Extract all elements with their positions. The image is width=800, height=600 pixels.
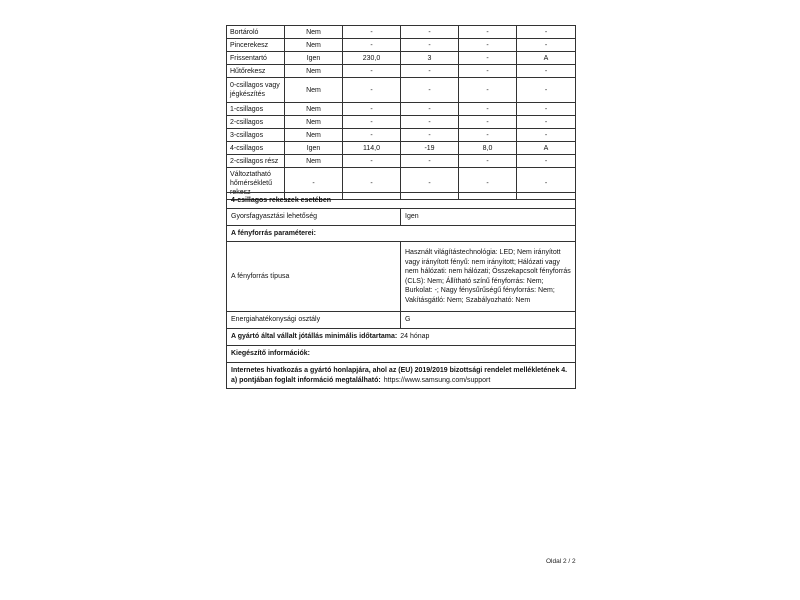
table-row	[227, 65, 576, 78]
compartment-present: Nem	[285, 39, 343, 52]
compartment-present: -	[285, 168, 343, 200]
table-row	[227, 363, 576, 389]
compartment-value: -19	[401, 142, 459, 155]
compartment-value: A	[517, 52, 576, 65]
compartment-value: 114,0	[343, 142, 401, 155]
compartment-name: 2-csillagos	[227, 116, 285, 129]
web-link-label: Internetes hivatkozás a gyártó honlapjára, ahol az (EU) 2019/2019 bizottsági rendelet mellékletének 4. a) pontjában foglalt információ megtalálható:	[231, 367, 568, 384]
compartment-value: -	[401, 26, 459, 39]
warranty-row	[227, 329, 576, 346]
energy-class-value: G	[401, 312, 576, 329]
table-row	[227, 142, 576, 155]
compartment-name: Pincerekesz	[227, 39, 285, 52]
compartment-value: -	[343, 26, 401, 39]
table-row	[227, 129, 576, 142]
compartment-value: -	[517, 116, 576, 129]
compartment-value: -	[459, 26, 517, 39]
compartment-value: -	[401, 39, 459, 52]
compartment-value: -	[401, 168, 459, 200]
compartment-name: Változtatható hőmérsékletű rekesz	[227, 168, 285, 200]
info-table	[226, 192, 576, 389]
table-row	[227, 116, 576, 129]
table-row	[227, 193, 576, 209]
compartment-present: Nem	[285, 129, 343, 142]
compartment-present: Nem	[285, 78, 343, 103]
light-type-label: A fényforrás típusa	[227, 242, 401, 312]
compartment-value: -	[343, 65, 401, 78]
compartment-value: -	[343, 103, 401, 116]
compartment-present: Nem	[285, 116, 343, 129]
page-number: Oldal 2 / 2	[546, 558, 576, 565]
four-star-heading: 4-csillagos rekeszek esetében	[227, 193, 576, 209]
light-type-value: Használt világítástechnológia: LED; Nem irányított vagy irányított fényű: nem irányított; Hálózati vagy nem hálózati: nem hálózati; Összekapcsolt fényforrás (CLS): Nem; Állítható színű fényforrás: Nem; Burkolat: -; Nagy fénysűrűségű fényforrás: Nem; Vakításgátló: Nem; Szabályozható: Nem	[401, 242, 576, 312]
table-row	[227, 329, 576, 346]
extra-info-heading: Kiegészítő információk:	[227, 346, 576, 363]
compartment-name: Frissentartó	[227, 52, 285, 65]
compartment-name: 4-csillagos	[227, 142, 285, 155]
warranty-label: A gyártó által vállalt jótállás minimális időtartama:	[231, 333, 398, 341]
table-row	[227, 242, 576, 312]
compartment-value: -	[343, 78, 401, 103]
table-row	[227, 103, 576, 116]
compartment-value: -	[401, 65, 459, 78]
compartment-value: -	[517, 39, 576, 52]
compartment-value: -	[343, 155, 401, 168]
compartment-value: -	[401, 78, 459, 103]
web-link-url[interactable]: https://www.samsung.com/support	[383, 376, 491, 384]
compartment-value: -	[343, 129, 401, 142]
compartment-table	[226, 25, 576, 200]
compartment-value: -	[401, 103, 459, 116]
compartment-name: Bortároló	[227, 26, 285, 39]
compartment-value: -	[343, 168, 401, 200]
compartment-value: -	[517, 65, 576, 78]
compartment-name: 0-csillagos vagy jégkészítés	[227, 78, 285, 103]
compartment-value: -	[517, 129, 576, 142]
compartment-present: Nem	[285, 155, 343, 168]
table-row	[227, 52, 576, 65]
table-row	[227, 39, 576, 52]
web-link-row	[227, 363, 576, 389]
compartment-present: Nem	[285, 26, 343, 39]
compartment-value: -	[401, 116, 459, 129]
warranty-value: 24 hónap	[400, 333, 430, 341]
table-row	[227, 346, 576, 363]
compartment-value: -	[459, 39, 517, 52]
compartment-value: -	[401, 129, 459, 142]
compartment-name: 3-csillagos	[227, 129, 285, 142]
table-row	[227, 209, 576, 226]
compartment-present: Igen	[285, 52, 343, 65]
compartment-value: A	[517, 142, 576, 155]
table-row	[227, 78, 576, 103]
compartment-value: -	[459, 103, 517, 116]
compartment-value: -	[459, 155, 517, 168]
compartment-value: 230,0	[343, 52, 401, 65]
table-row	[227, 312, 576, 329]
compartment-present: Igen	[285, 142, 343, 155]
fast-freeze-label: Gyorsfagyasztási lehetőség	[227, 209, 401, 226]
table-row	[227, 226, 576, 242]
compartment-value: -	[517, 26, 576, 39]
table-row	[227, 155, 576, 168]
compartment-value: -	[343, 39, 401, 52]
compartment-value: 8,0	[459, 142, 517, 155]
energy-class-label: Energiahatékonysági osztály	[227, 312, 401, 329]
compartment-value: -	[517, 155, 576, 168]
fast-freeze-value: Igen	[401, 209, 576, 226]
table-row	[227, 26, 576, 39]
compartment-value: -	[459, 52, 517, 65]
compartment-value: -	[459, 168, 517, 200]
compartment-value: 3	[401, 52, 459, 65]
compartment-value: -	[459, 65, 517, 78]
compartment-name: Hűtőrekesz	[227, 65, 285, 78]
compartment-name: 2-csillagos rész	[227, 155, 285, 168]
compartment-present: Nem	[285, 65, 343, 78]
compartment-value: -	[517, 103, 576, 116]
light-source-heading: A fényforrás paraméterei:	[227, 226, 576, 242]
compartment-value: -	[459, 116, 517, 129]
compartment-value: -	[459, 129, 517, 142]
compartment-value: -	[459, 78, 517, 103]
compartment-name: 1-csillagos	[227, 103, 285, 116]
compartment-value: -	[517, 168, 576, 200]
compartment-value: -	[401, 155, 459, 168]
compartment-value: -	[343, 116, 401, 129]
compartment-present: Nem	[285, 103, 343, 116]
compartment-value: -	[517, 78, 576, 103]
